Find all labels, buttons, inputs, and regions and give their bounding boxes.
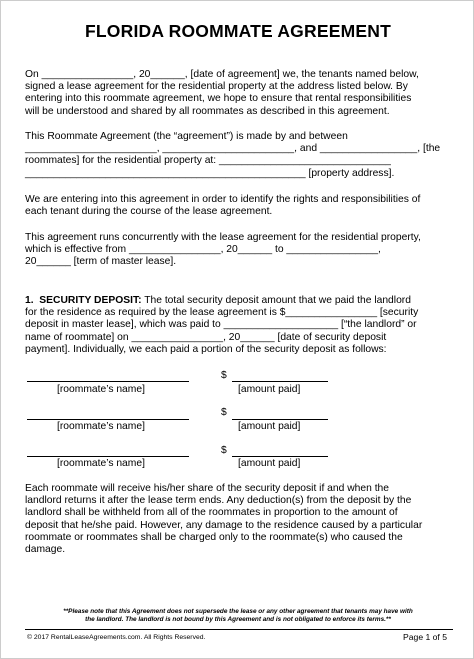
footer-divider	[25, 629, 453, 630]
dollar-sign-1: $	[221, 370, 227, 381]
purpose-paragraph: We are entering into this agreement in order to identify the rights and responsibilities of each tenant during the course of the lease agreement.	[25, 194, 421, 218]
roommate-name-line-1[interactable]	[27, 381, 189, 382]
amount-line-2[interactable]	[232, 419, 328, 420]
parties-paragraph: This Roommate Agreement (the “agreement”) is made by and between _______________________, _______________________, and _________________, [the roommates] for the residential property at: ______________________________ _________________________________________________ [property address].	[25, 131, 441, 179]
document-title: FLORIDA ROOMMATE AGREEMENT	[85, 21, 391, 41]
security-deposit-body: The total security deposit amount that we paid the landlord for the residence as required by the lease agreement is $________________ [security deposit in master lease], which was paid to ____________________ [“the landlord” or name of roommate] on ________________, 20______ [date of security deposit payment]. Individually, we each paid a portion of the security deposit as follows:	[25, 295, 419, 355]
disclaimer-note: **Please note that this Agreement does not supersede the lease or any other agreement that tenants may have with the landlord. The landlord is not bound by this Agreement and is not obligated to enforce its terms.**	[63, 608, 413, 623]
copyright-notice: © 2017 RentalLeaseAgreements.com. All Rights Reserved.	[27, 634, 206, 641]
amount-label-1: [amount paid]	[238, 384, 301, 395]
roommate-name-line-3[interactable]	[27, 456, 189, 457]
security-deposit-heading: 1. SECURITY DEPOSIT:	[25, 295, 142, 306]
amount-line-1[interactable]	[232, 381, 328, 382]
roommate-name-label-1: [roommate’s name]	[57, 384, 145, 395]
refund-paragraph: Each roommate will receive his/her share of the security deposit if and when the landlord returns it after the lease term ends. Any deduction(s) from the deposit by the landlord shall be withheld from all of the roommates in proportion to the amount of deposit that he/she paid. However, any damage to the residence caused by a particular roommate or roommates shall be charged only to the roommate(s) who caused the damage.	[25, 483, 423, 556]
amount-line-3[interactable]	[232, 456, 328, 457]
dollar-sign-3: $	[221, 445, 227, 456]
dollar-sign-2: $	[221, 407, 227, 418]
roommate-name-label-3: [roommate’s name]	[57, 458, 145, 469]
page-number: Page 1 of 5	[403, 632, 447, 642]
security-deposit-section	[25, 295, 457, 356]
roommate-name-label-2: [roommate’s name]	[57, 421, 145, 432]
amount-label-3: [amount paid]	[238, 458, 301, 469]
amount-label-2: [amount paid]	[238, 421, 301, 432]
roommate-name-line-2[interactable]	[27, 419, 189, 420]
intro-paragraph: On ________________, 20______, [date of agreement] we, the tenants named below, signed a lease agreement for the residential property at the address listed below. By entering into this roommate agreement, we hope to ensure that rental responsibilities will be understood and shared by all roommates as described in this agreement.	[25, 69, 419, 117]
term-paragraph: This agreement runs concurrently with the lease agreement for the residential property, which is effective from ________________, 20______ to ________________, 20______ [term of master lease].	[25, 232, 421, 268]
